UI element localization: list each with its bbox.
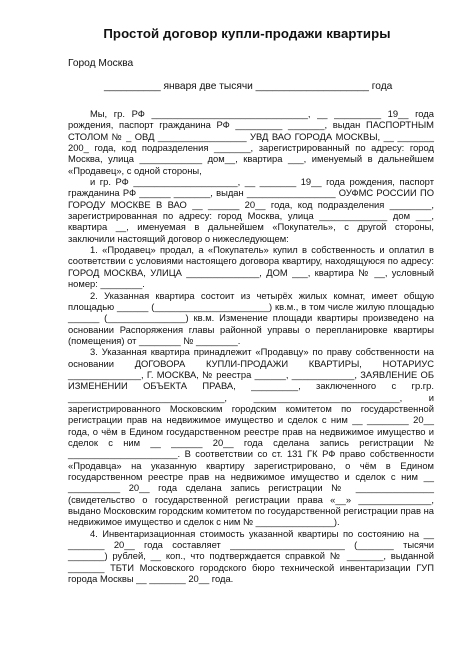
paragraph-clause-2: 2. Указанная квартира состоит из четырёх жилых комнат, имеет общую площадью ______ (______________________) кв.м., в том числе жилую площадью ______ (_______________) кв.м. Изменение площади квартиры произведено на основании Распоряжения главы районной управы о перепланировке квартиры (помещения) от ________ № ________. — [68, 289, 434, 346]
date-line: __________ января две тысячи ____________________ года — [104, 81, 393, 92]
document-body — [68, 108, 434, 584]
paragraph-buyer: и гр. РФ ____________________, __ _______ 19__ года рождения, паспорт гражданина РФ ______ _______, выдан _________________ ОУФМС РОССИИ ПО ГОРОДУ МОСКВЕ В ВАО __ ______ 20__ года, код подразделения ________, зарегистрированная по адресу: город Москва, улица _____________ дом ___, квартира __, именуемая в дальнейшем «Покупатель», с другой стороны, заключили настоящий договор о нижеследующем: — [68, 176, 434, 244]
paragraph-clause-3: 3. Указанная квартира принадлежит «Продавцу» по праву собственности на основании ДОГОВОРА КУПЛИ-ПРОДАЖИ КВАРТИРЫ, НОТАРИУС ______________, Г. МОСКВА, № реестра ______, ____________, ЗАЯВЛЕНИЕ ОБ ИЗМЕНЕНИИ ОБЪЕКТА ПРАВА, _________, заключенного с гр.гр. ______________________________, ____________________________, и зарегистрированного Московским городским комитетом по государственной регистрации прав на недвижимое имущество и сделок с ним __ ________ 20__ года, о чём в Едином государственном реестре прав на недвижимое имущество и сделок с ним __ ______ 20__ года сделана запись регистрации № _____________________. В соответствии со ст. 131 ГК РФ право собственности «Продавца» на указанную квартиру зарегистрировано, о чём в Едином государственном реестре прав на недвижимое имущество и сделок с ним __ __________ 20__ года сделана запись регистрации № _______________ (свидетельство о государственной регистрации права «__» ______________, выдано Московским городским комитетом по государственной регистрации прав на недвижимое имущество и сделок с ним № _______________). — [68, 346, 434, 528]
paragraph-seller: Мы, гр. РФ ______________________________, __ _________ 19__ года рождения, паспорт гражданина РФ _________ _______, выдан ПАСПОРТНЫМ СТОЛОМ № _ ОВД _________________ УВД ВАО ГОРОДА МОСКВЫ, __ _______ 200_ года, код подразделения _______, зарегистрированный по адресу: город Москва, улица ____________ дом__, квартира ___, именуемый в дальнейшем «Продавец», с одной стороны, — [68, 108, 434, 176]
paragraph-clause-4: 4. Инвентаризационная стоимость указанной квартиры по состоянию на __ _______ 20__ года составляет ______________________ (_______ тысячи _______) рублей, __ коп., что подтверждается справкой № _______, выданной _______ ТБТИ Московского городского бюро технической инвентаризации ГУП города Москвы __ _______ 20__ года. — [68, 527, 434, 585]
document-title: Простой договор купли-продажи квартиры — [103, 26, 391, 41]
paragraph-clause-1: 1. «Продавец» продал, а «Покупатель» купил в собственность и оплатил в соответствии с условиями настоящего договора квартиру, находящуюся по адресу: ГОРОД МОСКВА, УЛИЦА ______________, ДОМ ___, квартира № __, условный номер: ________. — [68, 244, 434, 290]
city-line: Город Москва — [68, 58, 134, 69]
